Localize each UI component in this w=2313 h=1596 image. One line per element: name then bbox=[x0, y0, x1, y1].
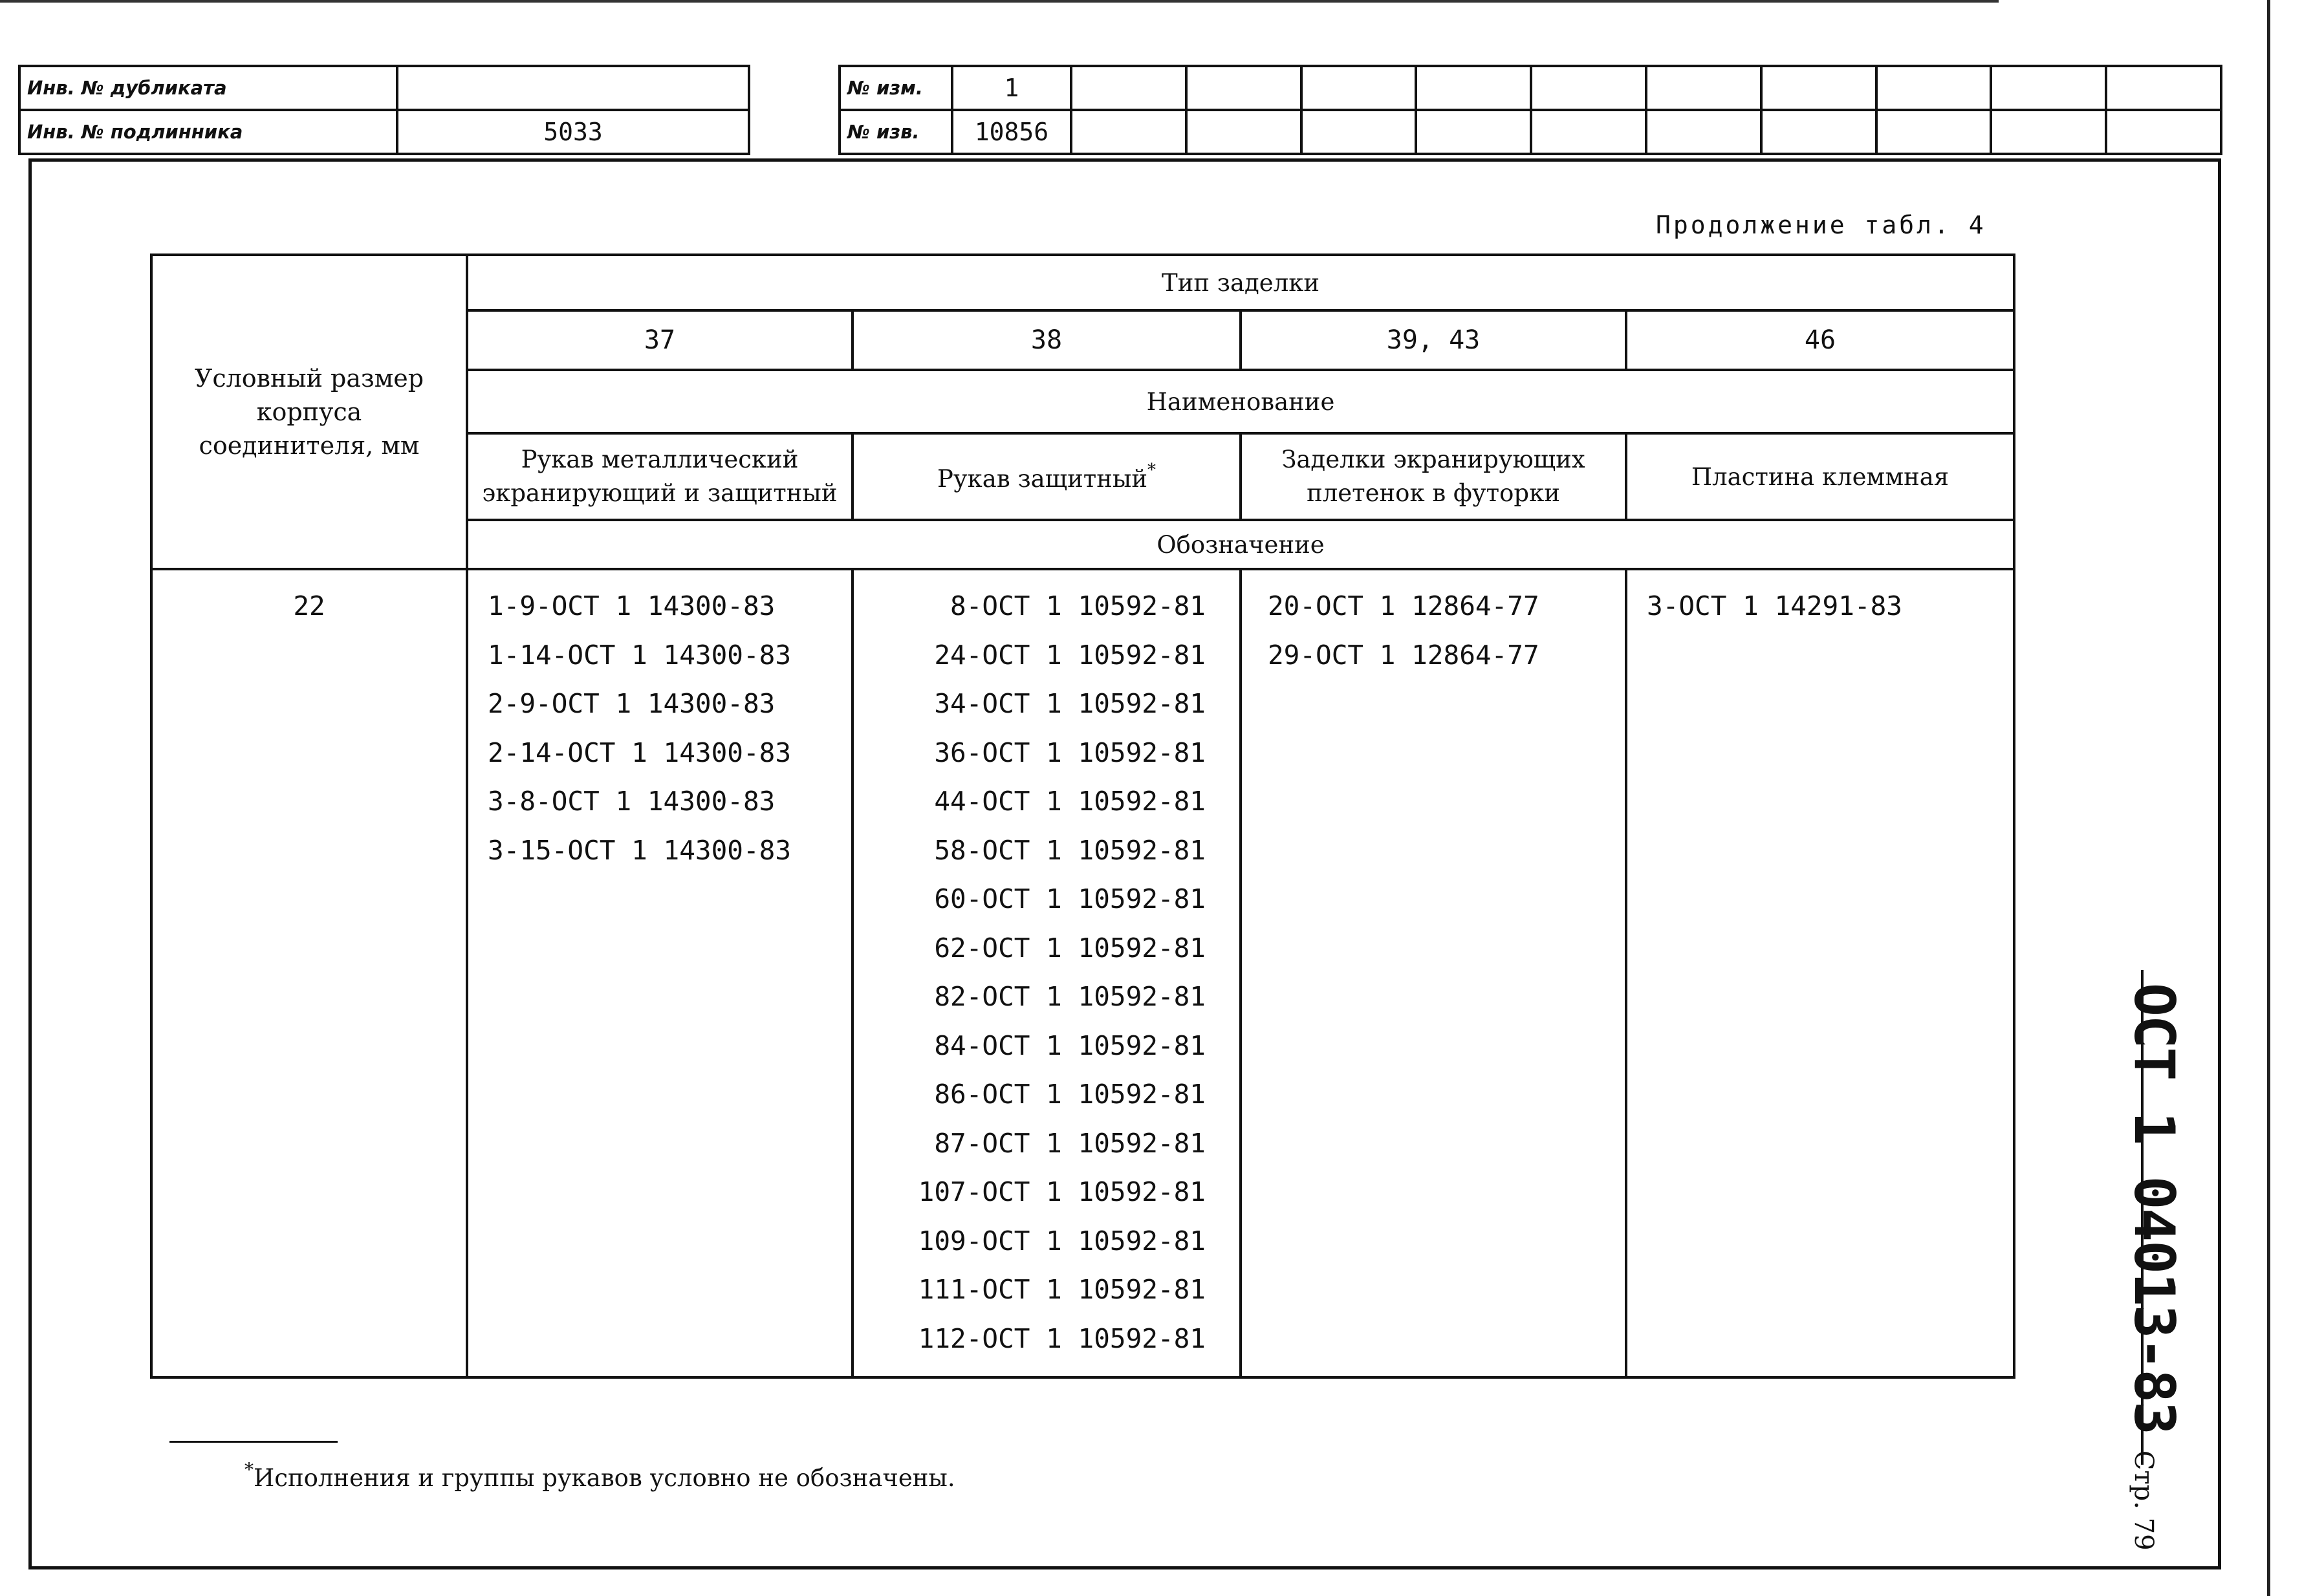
name-38-text: Рукав защитный bbox=[937, 465, 1147, 493]
stamp-cell bbox=[2106, 66, 2221, 110]
stamp-cell bbox=[1416, 110, 1531, 154]
notice-label: № изв. bbox=[840, 110, 952, 154]
change-stamp bbox=[838, 65, 2222, 155]
stamp-cell bbox=[1876, 66, 1992, 110]
list-item: 111-ОСТ 1 10592-81 bbox=[918, 1274, 1206, 1305]
type-38: 38 bbox=[852, 310, 1241, 370]
document-code: ОСТ 1 04013-83 bbox=[2122, 983, 2186, 1434]
list-item: 2-14-ОСТ 1 14300-83 bbox=[488, 737, 791, 768]
footnote-star: * bbox=[244, 1459, 254, 1480]
stamp-cell bbox=[1991, 66, 2106, 110]
change-label: № изм. bbox=[840, 66, 952, 110]
list-item: 24-ОСТ 1 10592-81 bbox=[934, 639, 1206, 671]
col-38-list bbox=[852, 569, 1241, 1377]
designation-header: Обозначение bbox=[467, 520, 2014, 569]
side-stamp bbox=[2122, 983, 2186, 1551]
page-number: Стр. 79 bbox=[2129, 1450, 2158, 1551]
list-item: 34-ОСТ 1 10592-81 bbox=[934, 688, 1206, 719]
stamp-cell bbox=[1071, 110, 1186, 154]
stamp-cell bbox=[1186, 110, 1301, 154]
list-item: 58-ОСТ 1 10592-81 bbox=[934, 834, 1206, 866]
name-46: Пластина клеммная bbox=[1626, 433, 2014, 520]
stamp-cell bbox=[1416, 66, 1531, 110]
size-header-text: Условный размер корпуса соединителя, мм bbox=[194, 364, 424, 460]
name-39-43: Заделки экранирующих плетенок в футорки bbox=[1241, 433, 1626, 520]
page-right-edge bbox=[2267, 0, 2270, 1596]
type-39-43: 39, 43 bbox=[1241, 310, 1626, 370]
footnote bbox=[244, 1459, 955, 1492]
list-item: 2-9-ОСТ 1 14300-83 bbox=[488, 688, 776, 719]
stamp-cell bbox=[1761, 66, 1876, 110]
list-item: 36-ОСТ 1 10592-81 bbox=[934, 737, 1206, 768]
stamp-cell bbox=[1531, 110, 1646, 154]
type-46: 46 bbox=[1626, 310, 2014, 370]
stamp-cell bbox=[1301, 66, 1417, 110]
list-item: 3-ОСТ 1 14291-83 bbox=[1647, 590, 1902, 621]
list-item: 1-9-ОСТ 1 14300-83 bbox=[488, 590, 776, 621]
stamp-cell bbox=[1646, 66, 1761, 110]
dup-label: Инв. № дубликата bbox=[19, 66, 397, 110]
list-item: 29-ОСТ 1 12864-77 bbox=[1268, 639, 1539, 671]
termination-table bbox=[150, 253, 2015, 1379]
list-item: 84-ОСТ 1 10592-81 bbox=[934, 1030, 1206, 1061]
col-37-list bbox=[467, 569, 852, 1377]
name-37: Рукав металлический экранирующий и защитный bbox=[467, 433, 852, 520]
size-header bbox=[151, 255, 467, 569]
list-item: 3-8-ОСТ 1 14300-83 bbox=[488, 786, 776, 817]
list-item: 82-ОСТ 1 10592-81 bbox=[934, 981, 1206, 1012]
inventory-stamp bbox=[18, 65, 750, 155]
list-item: 87-ОСТ 1 10592-81 bbox=[934, 1127, 1206, 1159]
footnote-text: Исполнения и группы рукавов условно не обозначены. bbox=[254, 1464, 955, 1492]
page-top-edge bbox=[0, 0, 1999, 3]
stamp-cell bbox=[1531, 66, 1646, 110]
list-item: 20-ОСТ 1 12864-77 bbox=[1268, 590, 1539, 621]
list-item: 8-ОСТ 1 10592-81 bbox=[950, 590, 1206, 621]
footnote-mark: * bbox=[1147, 460, 1156, 480]
size-value: 22 bbox=[151, 569, 467, 1377]
col-46-list bbox=[1626, 569, 2014, 1377]
type-37: 37 bbox=[467, 310, 852, 370]
stamp-cell bbox=[1991, 110, 2106, 154]
list-item: 109-ОСТ 1 10592-81 bbox=[918, 1225, 1206, 1256]
orig-value: 5033 bbox=[397, 110, 749, 154]
stamp-cell bbox=[1071, 66, 1186, 110]
name-header: Наименование bbox=[467, 370, 2014, 433]
continuation-title: Продолжение табл. 4 bbox=[1656, 211, 1986, 239]
dup-value bbox=[397, 66, 749, 110]
stamp-cell bbox=[1646, 110, 1761, 154]
list-item: 62-ОСТ 1 10592-81 bbox=[934, 932, 1206, 964]
name-38 bbox=[852, 433, 1241, 520]
stamp-cell bbox=[1186, 66, 1301, 110]
list-item: 112-ОСТ 1 10592-81 bbox=[918, 1322, 1206, 1354]
notice-value: 10856 bbox=[952, 110, 1071, 154]
list-item: 60-ОСТ 1 10592-81 bbox=[934, 883, 1206, 914]
stamp-cell bbox=[2106, 110, 2221, 154]
change-value: 1 bbox=[952, 66, 1071, 110]
stamp-cell bbox=[1761, 110, 1876, 154]
list-item: 3-15-ОСТ 1 14300-83 bbox=[488, 834, 791, 866]
orig-label: Инв. № подлинника bbox=[19, 110, 397, 154]
type-header: Тип заделки bbox=[467, 255, 2014, 310]
list-item: 86-ОСТ 1 10592-81 bbox=[934, 1079, 1206, 1110]
list-item: 107-ОСТ 1 10592-81 bbox=[918, 1176, 1206, 1207]
stamp-cell bbox=[1301, 110, 1417, 154]
col-39-43-list bbox=[1241, 569, 1626, 1377]
stamp-cell bbox=[1876, 110, 1992, 154]
list-item: 44-ОСТ 1 10592-81 bbox=[934, 786, 1206, 817]
list-item: 1-14-ОСТ 1 14300-83 bbox=[488, 639, 791, 671]
footnote-rule bbox=[169, 1441, 338, 1443]
